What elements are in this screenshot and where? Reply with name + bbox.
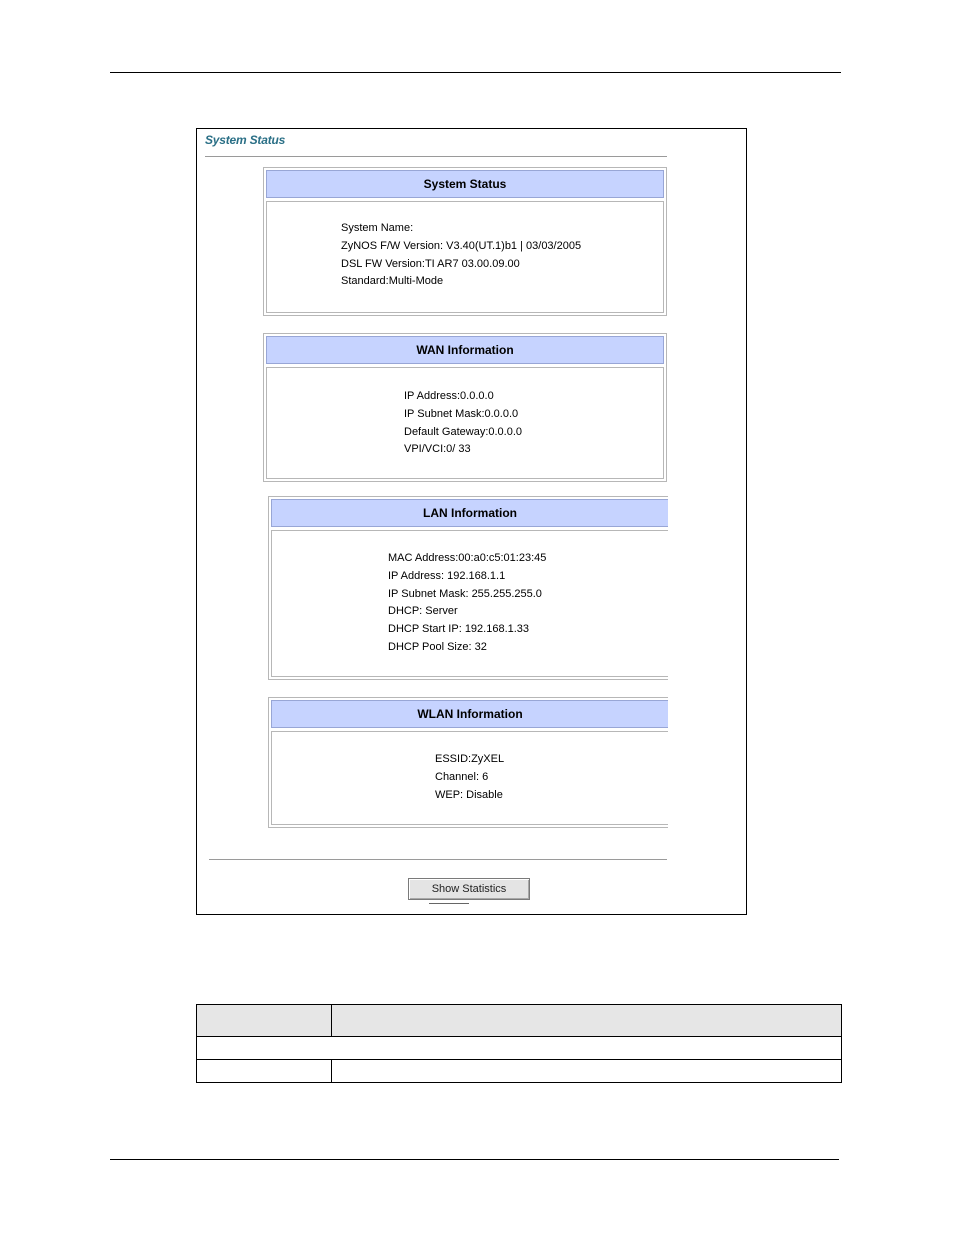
lan-ip-address-line: IP Address: 192.168.1.1	[388, 569, 506, 582]
lan-dhcp-start-ip-line: DHCP Start IP: 192.168.1.33	[388, 623, 530, 636]
wlan-essid-line: ESSID:ZyXEL	[435, 753, 505, 765]
lan-subnet-mask-line: IP Subnet Mask: 255.255.255.0	[388, 587, 542, 600]
lan-mac-address-line: MAC Address:00:a0:c5:01:23:45	[388, 552, 547, 564]
page-title: System Status	[205, 133, 286, 147]
header-rule	[110, 72, 841, 73]
wlan-information-header: WLAN Information	[271, 700, 668, 728]
standard-line: Standard:Multi-Mode	[341, 275, 444, 288]
footer-divider	[209, 859, 667, 860]
lan-information-header: LAN Information	[271, 499, 668, 527]
lan-dhcp-line: DHCP: Server	[388, 605, 458, 618]
show-statistics-button[interactable]: Show Statistics	[408, 878, 530, 900]
table-cell-label	[197, 1060, 332, 1083]
lan-dhcp-pool-size-line: DHCP Pool Size: 32	[388, 640, 487, 653]
wan-vpi-vci-line: VPI/VCI:0/ 33	[404, 443, 471, 456]
wlan-information-panel	[268, 697, 668, 828]
table-row	[197, 1060, 842, 1083]
wlan-channel-line: Channel: 6	[435, 770, 489, 783]
table-row	[197, 1037, 842, 1060]
table-section-cell	[197, 1037, 842, 1060]
wlan-wep-line: WEP: Disable	[435, 788, 503, 801]
table-header-cell-label	[197, 1005, 332, 1037]
wan-information-body	[266, 367, 664, 479]
wlan-information-body	[271, 731, 668, 825]
dsl-fw-version-line: DSL FW Version:TI AR7 03.00.09.00	[341, 257, 520, 270]
system-status-panel	[263, 167, 667, 316]
table-header-cell-description	[332, 1005, 842, 1037]
lan-information-panel	[268, 496, 668, 680]
lan-information-body	[271, 530, 668, 677]
system-status-screenshot	[196, 128, 747, 915]
field-description-table	[196, 1004, 842, 1083]
wan-information-panel	[263, 333, 667, 482]
wan-subnet-mask-line: IP Subnet Mask:0.0.0.0	[404, 407, 519, 420]
wan-default-gateway-line: Default Gateway:0.0.0.0	[404, 425, 523, 438]
wan-ip-address-line: IP Address:0.0.0.0	[404, 390, 494, 402]
system-status-body	[266, 201, 664, 313]
wan-information-header: WAN Information	[266, 336, 664, 364]
system-status-header: System Status	[266, 170, 664, 198]
system-name-line: System Name:	[341, 222, 414, 234]
title-divider	[205, 156, 667, 157]
button-focus-underline	[429, 903, 469, 904]
table-cell-description	[332, 1060, 842, 1083]
zynos-version-line: ZyNOS F/W Version: V3.40(UT.1)b1 | 03/03/2005	[341, 239, 582, 252]
table-header-row	[197, 1005, 842, 1037]
footer-rule	[110, 1159, 839, 1160]
